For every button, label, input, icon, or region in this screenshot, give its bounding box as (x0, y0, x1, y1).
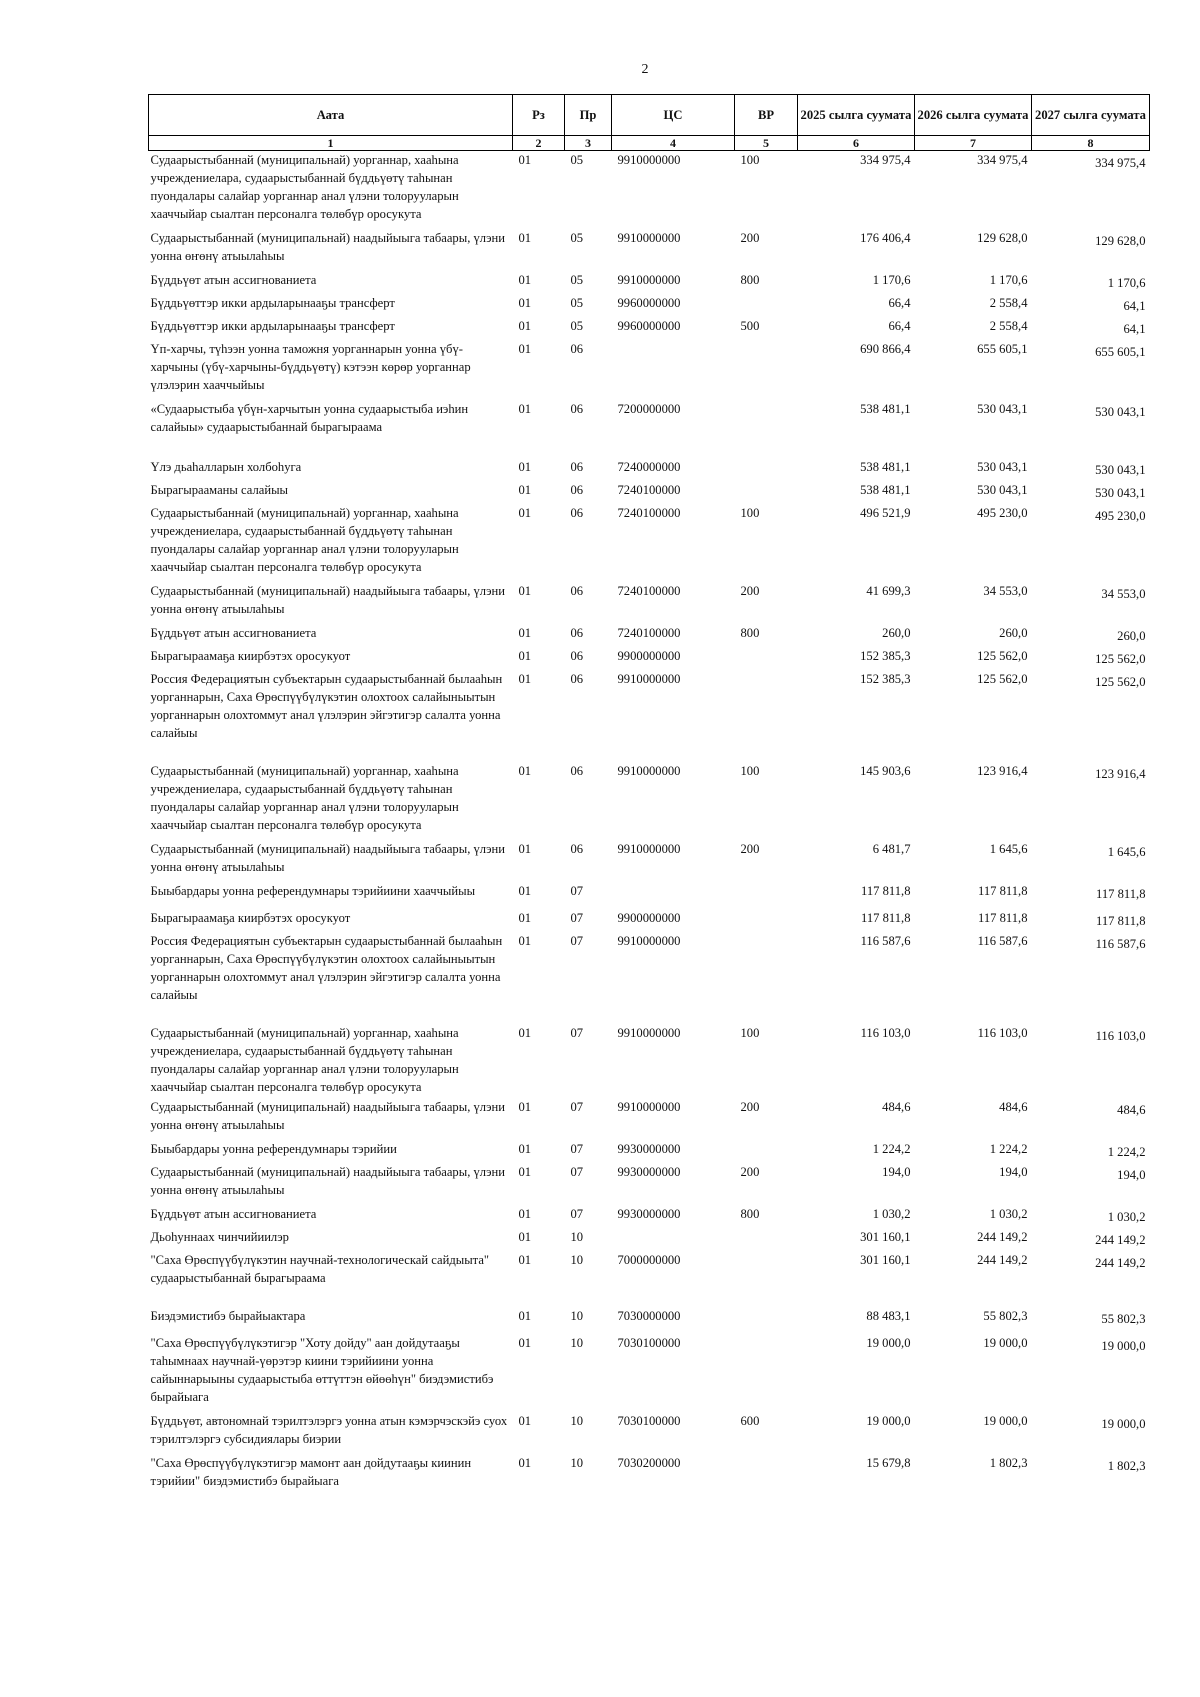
row-rz: 01 (518, 584, 532, 598)
row-name: Бүддьүөттэр икки ардыларынааҕы трансферт (150, 296, 395, 310)
row-pr: 07 (570, 1026, 584, 1040)
row-amount-2026: 34 553,0 (983, 584, 1028, 598)
row-name: "Саха Өрөспүүбүлүкэтигэр мамонт аан дойдутааҕы киинин тэрийии" биэдэмистибэ бырайыага (150, 1456, 472, 1488)
row-rz: 01 (518, 911, 532, 925)
row-amount-2026: 125 562,0 (977, 672, 1028, 686)
row-pr: 06 (570, 764, 584, 778)
row-cs: 7240000000 (617, 460, 681, 474)
table-row (149, 1334, 1150, 1412)
column-number-row (149, 136, 1150, 151)
row-vr: 800 (740, 1207, 760, 1221)
row-cs: 9900000000 (617, 649, 681, 663)
row-pr: 10 (570, 1309, 584, 1323)
table-row (149, 340, 1150, 400)
row-amount-2025: 1 030,2 (872, 1207, 911, 1221)
row-amount-2027: 125 562,0 (1095, 652, 1146, 666)
row-rz: 01 (518, 1414, 532, 1428)
row-amount-2027: 55 802,3 (1101, 1312, 1146, 1326)
row-cs: 7240100000 (617, 584, 681, 598)
col-number: 7 (915, 136, 1032, 151)
row-amount-2026: 116 587,6 (977, 934, 1028, 948)
row-amount-2026: 123 916,4 (977, 764, 1028, 778)
row-pr: 07 (570, 1207, 584, 1221)
row-cs: 7240100000 (617, 506, 681, 520)
row-amount-2027: 1 224,2 (1107, 1145, 1146, 1159)
row-vr (735, 882, 798, 909)
row-amount-2025: 145 903,6 (860, 764, 911, 778)
row-amount-2025: 116 587,6 (860, 934, 911, 948)
row-amount-2027: 117 811,8 (1096, 914, 1146, 928)
row-vr: 600 (740, 1414, 760, 1428)
row-rz: 01 (518, 1026, 532, 1040)
table-row (149, 582, 1150, 624)
row-pr: 06 (570, 584, 584, 598)
row-name: Быыбардары уонна референдумнары тэрийии (150, 1142, 397, 1156)
row-vr: 100 (740, 153, 760, 167)
row-pr: 07 (570, 1165, 584, 1179)
row-pr: 10 (570, 1336, 584, 1350)
row-pr: 05 (570, 153, 584, 167)
row-rz: 01 (518, 319, 532, 333)
row-vr: 100 (740, 506, 760, 520)
row-name: Судаарыстыбаннай (муниципальнай) наадыйыыга табаары, үлэни уонна өҥөнү атыылаһыы (150, 231, 505, 263)
row-pr: 07 (570, 1100, 584, 1114)
row-cs: 9900000000 (617, 911, 681, 925)
row-amount-2025: 484,6 (882, 1100, 911, 1114)
row-amount-2027: 530 043,1 (1095, 463, 1146, 477)
row-cs: 9910000000 (617, 273, 681, 287)
col-number: 1 (149, 136, 513, 151)
row-rz: 01 (518, 1456, 532, 1470)
row-pr: 10 (570, 1230, 584, 1244)
row-amount-2027: 334 975,4 (1095, 156, 1146, 170)
row-amount-2027: 244 149,2 (1095, 1256, 1146, 1270)
row-name: Бүддьүөт атын ассигнованиета (150, 273, 317, 287)
table-row (149, 400, 1150, 458)
row-cs: 9960000000 (617, 319, 681, 333)
row-amount-2027: 116 103,0 (1095, 1029, 1146, 1043)
row-amount-2025: 496 521,9 (860, 506, 911, 520)
row-amount-2026: 1 224,2 (989, 1142, 1028, 1156)
header-cs: ЦС (612, 95, 735, 136)
row-rz: 01 (518, 1100, 532, 1114)
row-amount-2027: 655 605,1 (1095, 345, 1146, 359)
row-name: Бырагырааманы салайыы (150, 483, 288, 497)
col-number: 4 (612, 136, 735, 151)
table-row (149, 458, 1150, 481)
row-amount-2025: 88 483,1 (866, 1309, 911, 1323)
row-amount-2027: 1 170,6 (1107, 276, 1146, 290)
row-pr: 06 (570, 342, 584, 356)
row-amount-2026: 484,6 (999, 1100, 1028, 1114)
row-amount-2025: 41 699,3 (866, 584, 911, 598)
row-amount-2025: 66,4 (888, 319, 911, 333)
row-name: Судаарыстыбаннай (муниципальнай) наадыйыыга табаары, үлэни уонна өҥөнү атыылаһыы (150, 1100, 505, 1132)
page-number: 2 (641, 62, 649, 77)
row-pr: 06 (570, 842, 584, 856)
row-vr (735, 909, 798, 932)
row-amount-2027: 1 645,6 (1107, 845, 1146, 859)
row-amount-2025: 538 481,1 (860, 402, 911, 416)
row-name: Бүддьүөт, автономнай тэрилтэлэргэ уонна атын кэмэрчэскэйэ суох тэрилтэлэргэ субсидиялары биэрии (150, 1414, 508, 1446)
row-vr (735, 1307, 798, 1334)
table-row (149, 1205, 1150, 1228)
row-amount-2025: 1 170,6 (872, 273, 911, 287)
row-cs: 9930000000 (617, 1207, 681, 1221)
row-amount-2025: 538 481,1 (860, 460, 911, 474)
row-name: Судаарыстыбаннай (муниципальнай) уорганнар, хааһына учреждениелара, судаарыстыбаннай бүддьүөтү таһынан пуондалары салайар уорганнар анал үлэни толорууларын хааччыйар сыалтан персоналга төлөбүр оросукута (150, 1026, 459, 1094)
row-vr: 800 (740, 626, 760, 640)
row-amount-2026: 19 000,0 (983, 1336, 1028, 1350)
row-cs: 7200000000 (617, 402, 681, 416)
header-vr: ВР (735, 95, 798, 136)
row-name: Бырагыраамаҕа киирбэтэх оросукуот (150, 911, 351, 925)
row-amount-2026: 1 645,6 (989, 842, 1028, 856)
row-amount-2026: 244 149,2 (977, 1230, 1028, 1244)
row-cs: 7240100000 (617, 626, 681, 640)
row-rz: 01 (518, 296, 532, 310)
row-amount-2025: 152 385,3 (860, 649, 911, 663)
table-row (149, 229, 1150, 271)
col-number: 8 (1032, 136, 1150, 151)
row-cs: 9910000000 (617, 1100, 681, 1114)
table-row (149, 1140, 1150, 1163)
row-amount-2027: 123 916,4 (1095, 767, 1146, 781)
table-row (149, 317, 1150, 340)
row-name: Бүддьүөт атын ассигнованиета (150, 1207, 317, 1221)
row-pr: 05 (570, 319, 584, 333)
row-name: "Саха Өрөспүүбүлүкэтин научнай-технологическай сайдыыта" судаарыстыбаннай бырагыраама (150, 1253, 490, 1285)
row-rz: 01 (518, 764, 532, 778)
row-vr: 200 (740, 842, 760, 856)
row-rz: 01 (518, 1207, 532, 1221)
row-amount-2025: 334 975,4 (860, 153, 911, 167)
header-2026: 2026 сылга суумата (915, 95, 1032, 136)
table-row (149, 762, 1150, 840)
row-amount-2027: 260,0 (1117, 629, 1146, 643)
row-rz: 01 (518, 506, 532, 520)
row-cs: 9930000000 (617, 1165, 681, 1179)
row-pr: 10 (570, 1253, 584, 1267)
row-name: Үлэ дьаһалларын холбоһуга (150, 460, 302, 474)
table-row (149, 481, 1150, 504)
table-row (149, 504, 1150, 582)
table-row (149, 647, 1150, 670)
row-cs: 7030200000 (617, 1456, 681, 1470)
row-amount-2025: 117 811,8 (861, 884, 911, 898)
row-vr: 800 (740, 273, 760, 287)
row-pr: 05 (570, 231, 584, 245)
row-amount-2026: 530 043,1 (977, 483, 1028, 497)
row-amount-2026: 116 103,0 (977, 1026, 1028, 1040)
row-amount-2026: 495 230,0 (977, 506, 1028, 520)
table-row (149, 624, 1150, 647)
table-row (149, 1098, 1150, 1140)
row-amount-2025: 176 406,4 (860, 231, 911, 245)
row-amount-2027: 125 562,0 (1095, 675, 1146, 689)
row-rz: 01 (518, 934, 532, 948)
row-pr: 07 (570, 911, 584, 925)
row-amount-2027: 129 628,0 (1095, 234, 1146, 248)
row-amount-2025: 6 481,7 (872, 842, 911, 856)
row-amount-2026: 19 000,0 (983, 1414, 1028, 1428)
row-cs: 7030100000 (617, 1414, 681, 1428)
row-cs: 9960000000 (617, 296, 681, 310)
row-amount-2026: 334 975,4 (977, 153, 1028, 167)
row-vr (735, 294, 798, 317)
row-rz: 01 (518, 273, 532, 287)
row-vr (735, 400, 798, 458)
table-row (149, 1454, 1150, 1496)
row-amount-2026: 125 562,0 (977, 649, 1028, 663)
row-pr: 05 (570, 296, 584, 310)
row-amount-2027: 64,1 (1123, 299, 1146, 313)
row-cs: 7240100000 (617, 483, 681, 497)
row-amount-2027: 1 802,3 (1107, 1459, 1146, 1473)
table-row (149, 932, 1150, 1024)
row-cs: 9910000000 (617, 231, 681, 245)
row-name: Судаарыстыбаннай (муниципальнай) уорганнар, хааһына учреждениелара, судаарыстыбаннай бүддьүөтү таһынан пуондалары салайар уорганнар анал үлэни толорууларын хааччыйар сыалтан персоналга төлөбүр оросукута (150, 153, 459, 221)
row-vr (735, 458, 798, 481)
row-rz: 01 (518, 1165, 532, 1179)
row-name: "Саха Өрөспүүбүлүкэтигэр "Хоту дойду" аан дойдутааҕы таһымнаах научнай-үөрэтэр киини тэрийиини уонна сайыннарыыны судаарыстыба өттүттэн өйөөһүн" биэдэмистибэ бырайыага (150, 1336, 494, 1404)
row-rz: 01 (518, 1142, 532, 1156)
table-row (149, 1412, 1150, 1454)
row-rz: 01 (518, 842, 532, 856)
row-rz: 01 (518, 402, 532, 416)
row-amount-2026: 244 149,2 (977, 1253, 1028, 1267)
row-amount-2025: 66,4 (888, 296, 911, 310)
row-amount-2025: 301 160,1 (860, 1253, 911, 1267)
table-row (149, 1163, 1150, 1205)
row-vr: 200 (740, 231, 760, 245)
table-row (149, 294, 1150, 317)
row-vr (735, 340, 798, 400)
row-amount-2026: 1 802,3 (989, 1456, 1028, 1470)
row-amount-2026: 655 605,1 (977, 342, 1028, 356)
row-amount-2027: 117 811,8 (1096, 887, 1146, 901)
header-name: Аата (149, 95, 513, 136)
row-amount-2026: 530 043,1 (977, 402, 1028, 416)
row-amount-2027: 116 587,6 (1095, 937, 1146, 951)
table-header-row (149, 95, 1150, 136)
row-amount-2027: 244 149,2 (1095, 1233, 1146, 1247)
row-name: Бырагыраамаҕа киирбэтэх оросукуот (150, 649, 351, 663)
row-cs (612, 340, 735, 400)
table-row (149, 1307, 1150, 1334)
row-amount-2025: 194,0 (882, 1165, 911, 1179)
row-amount-2026: 2 558,4 (989, 319, 1028, 333)
row-amount-2027: 495 230,0 (1095, 509, 1146, 523)
row-vr: 100 (740, 764, 760, 778)
row-vr: 500 (740, 319, 760, 333)
col-number: 5 (735, 136, 798, 151)
row-amount-2026: 1 030,2 (989, 1207, 1028, 1221)
row-pr: 05 (570, 273, 584, 287)
row-cs (612, 1228, 735, 1251)
row-amount-2025: 116 103,0 (860, 1026, 911, 1040)
row-vr (735, 670, 798, 762)
row-amount-2027: 64,1 (1123, 322, 1146, 336)
row-amount-2025: 152 385,3 (860, 672, 911, 686)
row-rz: 01 (518, 1230, 532, 1244)
row-amount-2026: 129 628,0 (977, 231, 1028, 245)
row-cs: 9910000000 (617, 153, 681, 167)
row-name: Бүддьүөт атын ассигнованиета (150, 626, 317, 640)
row-cs: 7000000000 (617, 1253, 681, 1267)
row-vr (735, 1140, 798, 1163)
col-number: 6 (798, 136, 915, 151)
row-amount-2027: 19 000,0 (1101, 1417, 1146, 1431)
table-row (149, 271, 1150, 294)
row-amount-2025: 538 481,1 (860, 483, 911, 497)
row-name: Судаарыстыбаннай (муниципальнай) наадыйыыга табаары, үлэни уонна өҥөнү атыылаһыы (150, 1165, 505, 1197)
row-amount-2025: 19 000,0 (866, 1414, 911, 1428)
row-rz: 01 (518, 626, 532, 640)
row-amount-2027: 19 000,0 (1101, 1339, 1146, 1353)
table-row (149, 1228, 1150, 1251)
row-amount-2027: 1 030,2 (1107, 1210, 1146, 1224)
table-row (149, 670, 1150, 762)
row-amount-2027: 34 553,0 (1101, 587, 1146, 601)
row-pr: 06 (570, 649, 584, 663)
row-amount-2026: 55 802,3 (983, 1309, 1028, 1323)
row-amount-2025: 19 000,0 (866, 1336, 911, 1350)
row-cs: 9910000000 (617, 672, 681, 686)
row-rz: 01 (518, 231, 532, 245)
row-rz: 01 (518, 1336, 532, 1350)
header-pr: Пр (565, 95, 612, 136)
header-2027: 2027 сылга суумата (1032, 95, 1150, 136)
row-pr: 06 (570, 460, 584, 474)
row-pr: 06 (570, 402, 584, 416)
row-amount-2026: 2 558,4 (989, 296, 1028, 310)
row-vr (735, 932, 798, 1024)
row-pr: 06 (570, 506, 584, 520)
row-name: Судаарыстыбаннай (муниципальнай) наадыйыыга табаары, үлэни уонна өҥөнү атыылаһыы (150, 842, 505, 874)
row-vr: 200 (740, 584, 760, 598)
row-rz: 01 (518, 1309, 532, 1323)
row-pr: 06 (570, 626, 584, 640)
row-pr: 10 (570, 1456, 584, 1470)
row-cs: 7030100000 (617, 1336, 681, 1350)
row-cs: 7030000000 (617, 1309, 681, 1323)
row-amount-2026: 530 043,1 (977, 460, 1028, 474)
row-rz: 01 (518, 1253, 532, 1267)
row-name: Россия Федерациятын субъектарын судаарыстыбаннай былааһын уорганнарын, Саха Өрөспүүбүлүкэтин олохтоох салайыныытын уорганнарын олохтоммут анал үлэлэрин эйгэтигэр салалта уонна салайыы (150, 934, 503, 1002)
table-row (149, 840, 1150, 882)
row-pr: 06 (570, 672, 584, 686)
row-name: Судаарыстыбаннай (муниципальнай) уорганнар, хааһына учреждениелара, судаарыстыбаннай бүддьүөтү таһынан пуондалары салайар уорганнар анал үлэни толорууларын хааччыйар сыалтан персоналга төлөбүр оросукута (150, 764, 459, 832)
row-amount-2027: 530 043,1 (1095, 486, 1146, 500)
row-name: Россия Федерациятын субъектарын судаарыстыбаннай былааһын уорганнарын, Саха Өрөспүүбүлүкэтин олохтоох салайыныытын уорганнарын олохтоммут анал үлэлэрин эйгэтигэр салалта уонна салайыы (150, 672, 503, 740)
row-amount-2026: 117 811,8 (978, 911, 1028, 925)
row-cs: 9910000000 (617, 842, 681, 856)
table-row (149, 151, 1150, 230)
row-vr (735, 1228, 798, 1251)
row-amount-2025: 690 866,4 (860, 342, 911, 356)
row-vr (735, 647, 798, 670)
row-pr: 10 (570, 1414, 584, 1428)
row-pr: 06 (570, 483, 584, 497)
row-cs (612, 882, 735, 909)
row-rz: 01 (518, 483, 532, 497)
row-cs: 9930000000 (617, 1142, 681, 1156)
row-name: Үп-харчы, түһээн уонна таможня уорганнарын уонна үбү-харчыны (үбү-харчыны-бүддьүөтү) кэтээн көрөр уорганнар үлэлэрин хааччыйыы (150, 342, 471, 392)
row-amount-2025: 15 679,8 (866, 1456, 911, 1470)
row-amount-2026: 260,0 (999, 626, 1028, 640)
row-name: Быыбардары уонна референдумнары тэрийиини хааччыйыы (150, 884, 476, 898)
row-rz: 01 (518, 672, 532, 686)
row-name: Бүддьүөттэр икки ардыларынааҕы трансферт (150, 319, 395, 333)
table-row (149, 882, 1150, 909)
row-amount-2025: 1 224,2 (872, 1142, 911, 1156)
row-amount-2025: 301 160,1 (860, 1230, 911, 1244)
row-rz: 01 (518, 649, 532, 663)
header-2025: 2025 сылга суумата (798, 95, 915, 136)
row-amount-2027: 194,0 (1117, 1168, 1146, 1182)
row-amount-2027: 484,6 (1117, 1103, 1146, 1117)
row-vr (735, 1334, 798, 1412)
row-amount-2026: 117 811,8 (978, 884, 1028, 898)
budget-table (148, 94, 1150, 1496)
row-vr (735, 1454, 798, 1496)
row-rz: 01 (518, 153, 532, 167)
row-name: «Судаарыстыба үбүн-харчытын уонна судаарыстыба иэһин салайыы» судаарыстыбаннай бырагыраама (150, 402, 469, 434)
row-name: Судаарыстыбаннай (муниципальнай) уорганнар, хааһына учреждениелара, судаарыстыбаннай бүддьүөтү таһынан пуондалары салайар уорганнар анал үлэни толорууларын хааччыйар сыалтан персоналга төлөбүр оросукута (150, 506, 459, 574)
row-name: Дьоһуннаах чинчийиилэр (150, 1230, 289, 1244)
row-pr: 07 (570, 1142, 584, 1156)
table-row (149, 1251, 1150, 1307)
table-row (149, 909, 1150, 932)
row-pr: 07 (570, 884, 584, 898)
row-amount-2027: 530 043,1 (1095, 405, 1146, 419)
row-cs: 9910000000 (617, 934, 681, 948)
row-vr: 100 (740, 1026, 760, 1040)
row-rz: 01 (518, 460, 532, 474)
row-name: Биэдэмистибэ бырайыактара (150, 1309, 306, 1323)
row-amount-2026: 194,0 (999, 1165, 1028, 1179)
col-number: 3 (565, 136, 612, 151)
row-pr: 07 (570, 934, 584, 948)
header-rz: Рз (513, 95, 565, 136)
row-rz: 01 (518, 342, 532, 356)
row-amount-2026: 1 170,6 (989, 273, 1028, 287)
row-amount-2025: 260,0 (882, 626, 911, 640)
row-vr (735, 481, 798, 504)
table-row (149, 1024, 1150, 1098)
row-amount-2025: 117 811,8 (861, 911, 911, 925)
row-vr: 200 (740, 1165, 760, 1179)
row-cs: 9910000000 (617, 764, 681, 778)
row-vr (735, 1251, 798, 1307)
row-vr: 200 (740, 1100, 760, 1114)
row-rz: 01 (518, 884, 532, 898)
col-number: 2 (513, 136, 565, 151)
table-body (149, 151, 1150, 1497)
row-name: Судаарыстыбаннай (муниципальнай) наадыйыыга табаары, үлэни уонна өҥөнү атыылаһыы (150, 584, 505, 616)
row-cs: 9910000000 (617, 1026, 681, 1040)
